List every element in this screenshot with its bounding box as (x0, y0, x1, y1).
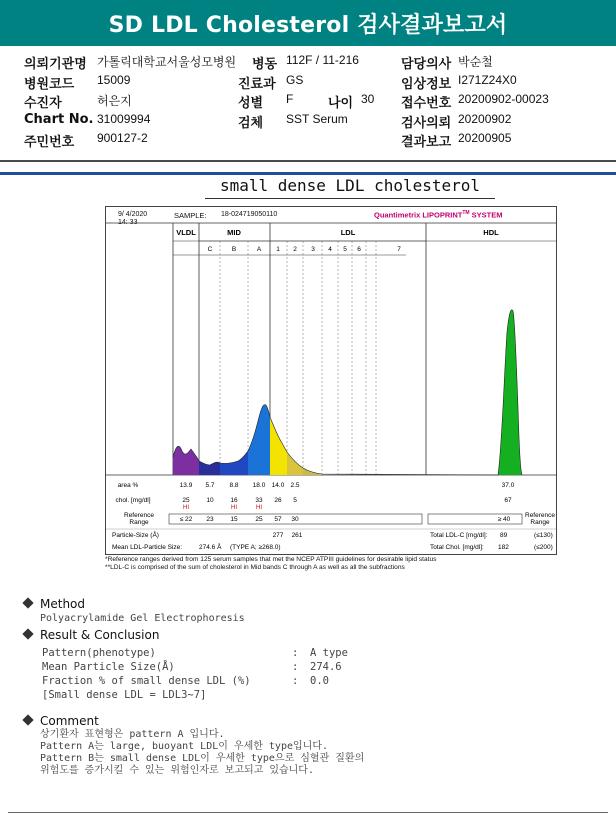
densitogram-outline (173, 310, 522, 475)
method-heading-row (22, 597, 85, 611)
result-heading-row (22, 628, 159, 642)
ward-label: 병동 (252, 57, 278, 72)
mid-b-area (220, 451, 248, 475)
department-label: 진료과 (238, 76, 276, 92)
result-heading: Result & Conclusion (40, 628, 160, 642)
comment-line-4: 위험도를 증가시킬 수 있는 위험인자로 보고되고 있습니다. (40, 765, 314, 776)
hi-flag-mida: HI (256, 505, 262, 511)
section-title: small dense LDL cholesterol (219, 176, 481, 195)
sample-label: SAMPLE: (174, 211, 207, 220)
comment-line-2: Pattern A는 large, buoyant LDL이 우세한 type입니다. (40, 741, 328, 752)
electrophoresis-chart (106, 207, 556, 554)
band-4-label: 4 (328, 246, 332, 253)
area-label: area % (117, 482, 139, 489)
ward-value: 112F / 11-216 (286, 53, 359, 67)
total-ldl-ref: (≤130) (534, 532, 553, 539)
diamond-bullet-icon (22, 597, 33, 608)
region-vldl-label: VLDL (176, 228, 196, 237)
chart-no-value: 31009994 (97, 111, 151, 126)
area-vldl: 13.9 (179, 482, 193, 489)
band-c-label: C (207, 246, 213, 253)
total-chol-value: 182 (498, 544, 509, 551)
lipoprint-notes (105, 556, 436, 571)
comment-text (40, 729, 364, 777)
institution-label: 의뢰기관명 (24, 57, 87, 72)
particle-size-ldl2: 261 (291, 532, 303, 539)
chol-vldl: 25 (182, 497, 190, 504)
area-ldl2: 2.5 (290, 482, 300, 489)
mean-size-type: (TYPE A; ≥268.0) (230, 544, 281, 551)
lp-date: 9/ 4/2020 (118, 211, 148, 218)
note-1: *Reference ranges derived from 125 serum samples that met the NCEP ATPIII guidelines for desirable lipid status (105, 556, 437, 563)
patient-info (24, 53, 604, 151)
comment-line-1: 상기환자 표현형은 pattern A 입니다. (40, 729, 225, 740)
total-ldl-value: 89 (500, 532, 508, 539)
sex-value: F (286, 92, 294, 106)
total-chol-label: Total Chol. [mg/dl]: (430, 544, 484, 551)
chol-midb: 16 (230, 497, 238, 504)
band-2-label: 2 (293, 246, 297, 253)
hi-flag-midb: HI (231, 505, 237, 511)
doctor-label: 담당의사 (401, 57, 452, 72)
specimen-label: 검체 (238, 115, 264, 131)
chol-ldl1: 26 (274, 497, 282, 504)
particle-size-label: Particle-Size (Å) (112, 532, 159, 539)
region-hdl-label: HDL (483, 228, 499, 237)
hdl-peak (498, 310, 522, 475)
area-mida: 18.0 (252, 482, 266, 489)
comment-heading-row (22, 714, 99, 728)
mean-size-result-value: 274.6 (310, 661, 342, 673)
section-title-underline (205, 198, 495, 199)
band-5-label: 5 (343, 246, 347, 253)
ldl1-area (270, 417, 287, 475)
method-heading: Method (40, 597, 86, 611)
lipoprint-brand: Quantimetrix LIPOPRINT™ SYSTEM (374, 210, 503, 220)
accession-value: 20200902-00023 (458, 92, 549, 106)
chol-mida: 33 (255, 497, 263, 504)
mid-a-area (248, 405, 270, 475)
age-value: 30 (361, 92, 375, 106)
divider-rule (0, 160, 616, 162)
ref-label-2: Range (129, 519, 149, 526)
report-title: SD LDL Cholesterol 검사결과보고서 (108, 12, 508, 38)
method-text: Polyacrylamide Gel Electrophoresis (40, 613, 245, 624)
pattern-label: Pattern(phenotype) (42, 647, 156, 659)
pattern-colon: : (292, 647, 299, 659)
ref-mida: 25 (255, 516, 263, 523)
accession-label: 접수번호 (401, 96, 452, 111)
chart-no-label: Chart No. (24, 111, 94, 127)
diamond-bullet-icon (22, 714, 33, 725)
band-3-label: 3 (311, 246, 315, 253)
note-2: **LDL-C is comprised of the sum of cholesterol in Mid bands C through A as well as all the subfractions (105, 563, 405, 571)
ref-midc: 23 (206, 516, 214, 523)
ref-midb: 15 (230, 516, 238, 523)
pattern-value: A type (310, 647, 348, 659)
hospital-code-label: 병원코드 (24, 76, 75, 92)
doctor-value: 박순철 (458, 55, 493, 69)
ref-hdl: ≥ 40 (497, 516, 511, 523)
request-date-value: 20200902 (458, 111, 512, 126)
hi-flag-vldl: HI (183, 505, 189, 511)
patient-label: 수진자 (24, 96, 62, 111)
report-date-value: 20200905 (458, 131, 512, 145)
chol-ldl2: 5 (293, 497, 297, 504)
band-7-label: 7 (397, 246, 401, 253)
mean-size-label: Mean LDL-Particle Size: (112, 544, 183, 551)
fraction-value: 0.0 (310, 675, 329, 687)
clinical-info-value: I271Z24X0 (458, 72, 517, 87)
clinical-info-label: 임상정보 (401, 76, 452, 92)
area-ldl1: 14.0 (271, 482, 285, 489)
fraction-colon: : (292, 675, 299, 687)
area-midb: 8.8 (229, 482, 239, 489)
chol-midc: 10 (206, 497, 214, 504)
comment-heading: Comment (40, 714, 99, 728)
ref-ldl2: 30 (291, 516, 299, 523)
particle-size-ldl1: 277 (272, 532, 284, 539)
densitogram (173, 310, 522, 475)
ref-vldl: ≤ 22 (179, 516, 193, 523)
specimen-value: SST Serum (286, 111, 348, 126)
total-chol-ref: (≤200) (534, 544, 553, 551)
diamond-bullet-icon (22, 628, 33, 639)
mean-size-value: 274.6 Å (199, 544, 222, 551)
sex-label: 성별 (238, 96, 264, 111)
ref-ldl1: 57 (274, 516, 282, 523)
band-b-label: B (231, 246, 237, 253)
id-value: 900127-2 (97, 131, 148, 145)
band-a-label: A (256, 246, 262, 253)
ldl3-area (303, 468, 322, 475)
total-ldl-label: Total LDL-C [mg/dl]: (430, 532, 488, 539)
lp-time: 14: 33 (118, 219, 138, 226)
size-colon: : (292, 661, 299, 673)
lipoprint-panel (105, 206, 557, 555)
comment-line-3: Pattern B는 small dense LDL이 우세한 type으로 심혈관 질환의 (40, 753, 365, 764)
ref-label-right-2: Range (530, 519, 550, 526)
footer-rule (8, 812, 608, 813)
band-6-label: 6 (357, 246, 361, 253)
institution-value: 가톨릭대학교서울성모병원 (97, 55, 237, 69)
mid-c-area (199, 461, 220, 475)
area-midc: 5.7 (205, 482, 215, 489)
patient-value: 허은지 (97, 94, 132, 108)
result-table (42, 646, 482, 702)
ref-label-1: Reference (124, 512, 154, 519)
request-date-label: 검사의뢰 (401, 115, 452, 131)
chol-label: chol. [mg/dl] (115, 497, 151, 504)
id-label: 주민번호 (24, 135, 75, 150)
report-header (0, 0, 616, 46)
department-value: GS (286, 72, 304, 87)
area-hdl: 37.0 (501, 482, 515, 489)
ref-label-right-1: Reference (525, 512, 555, 519)
sample-id: 18-024719050110 (221, 211, 278, 218)
region-mid-label: MID (227, 228, 241, 237)
hospital-code-value: 15009 (97, 72, 131, 87)
report-date-label: 결과보고 (401, 135, 452, 150)
region-ldl-label: LDL (340, 228, 356, 237)
mean-size-result-label: Mean Particle Size(Å) (42, 661, 175, 673)
band-1-label: 1 (276, 246, 280, 253)
chol-hdl: 67 (504, 497, 512, 504)
band-dividers (220, 241, 376, 475)
vldl-area (173, 446, 199, 475)
age-label: 나이 (328, 96, 354, 111)
section-rule (0, 172, 616, 175)
small-dense-note: [Small dense LDL = LDL3~7] (42, 689, 207, 701)
fraction-label: Fraction % of small dense LDL (%) (42, 675, 251, 687)
